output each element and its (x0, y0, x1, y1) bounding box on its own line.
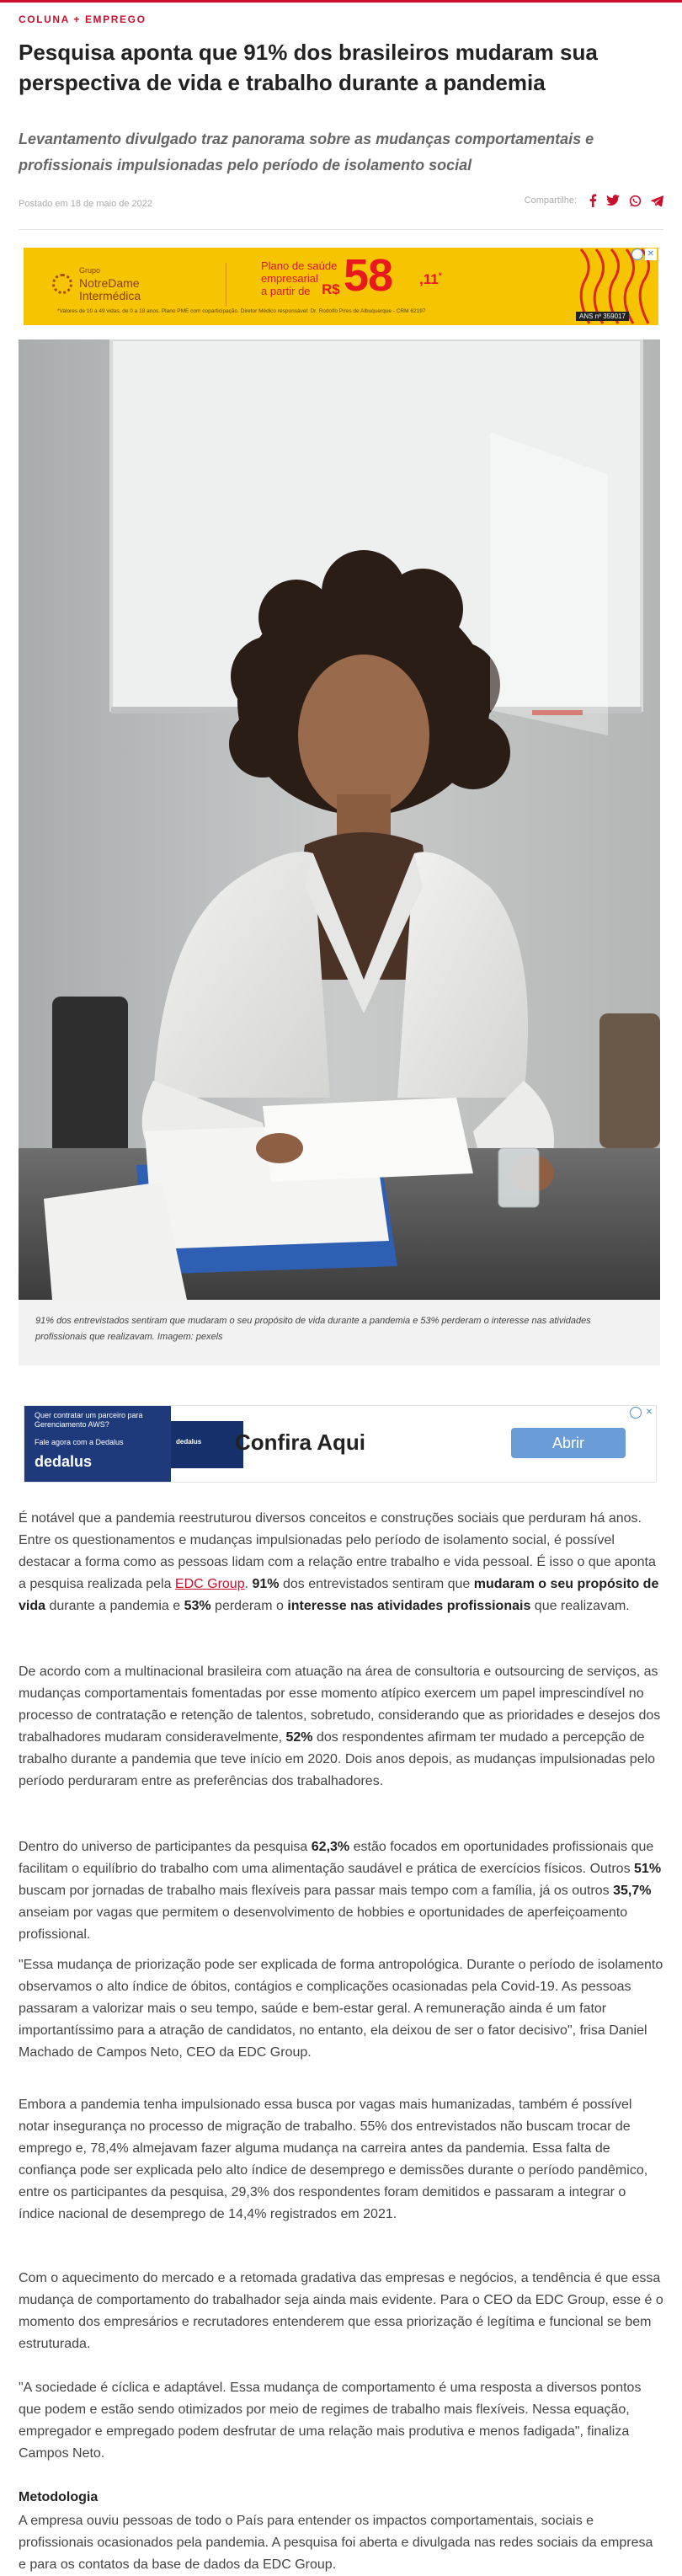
adchoices-icon[interactable] (631, 249, 643, 260)
top-accent-line (0, 0, 682, 3)
p1-text-3: dos entrevistados sentiram que (279, 1577, 474, 1591)
telegram-icon[interactable] (651, 195, 663, 206)
share-label: Compartilhe: (524, 195, 577, 206)
p1-text-2: . (244, 1577, 253, 1591)
body-paragraph-7: "A sociedade é cíclica e adaptável. Essa mudança de comportamento é uma resposta a diversos pontos que podem e estão sendo otimizados por meio de regimes de trabalho mais flexíveis. Nessa equação, empregador e empregado podem desfrutar de uma relação mais produtiva e menos fadigada", finaliza Campos Neto. (19, 2381, 642, 2461)
edc-group-link[interactable]: EDC Group (174, 1577, 245, 1591)
ad-dedalus-panel (24, 1406, 171, 1483)
body-paragraph-5: Embora a pandemia tenha impulsionado essa busca por vagas mais humanizadas, também é possível notar insegurança no processo de migração de trabalho. 55% dos entrevistados não buscam trocar de emprego e, 78,4% almejavam fazer alguma mudança na carreira antes da pandemia. Essa falta de confiança pode ser explicada pelo alto índice de desemprego e demissões durante o período pandêmico, entre os participantes da pesquisa, 29,3% dos respondentes foram demitidos e passaram a integrar o índice nacional de desemprego de 14,4% registrados em 2021. (19, 2098, 648, 2221)
ad-open-button[interactable]: Abrir (511, 1428, 626, 1458)
ad-offer-line3: a partir de (261, 285, 311, 297)
body-paragraph-8: A empresa ouviu pessoas de todo o País para entender os impactos comportamentais, sociais e profissionais ocasionados pela pandemia. A pesquisa foi aberta e divulgada nas redes sociais da empresa e para os contatos da base de dados da EDC Group. (19, 2514, 653, 2572)
p3-bold-3: 35,7% (613, 1884, 652, 1898)
share-bar (525, 194, 663, 207)
p3-bold-2: 51% (634, 1862, 662, 1876)
ad-offer-line1: Plano de saúde (261, 259, 338, 272)
ad-dedalus-thumb (171, 1421, 243, 1468)
p3-text-4: anseiam por vagas que permitem o desenvolvimento de hobbies e oportunidades de aperfeiçoamento profissional. (19, 1905, 628, 1942)
logo-name-line1: NotreDame (79, 276, 140, 290)
section-heading-methodology: Metodologia (19, 2490, 99, 2504)
ad-cta-title: Confira Aqui (235, 1430, 366, 1455)
header-divider (19, 229, 663, 230)
p1-bold-2: mudaram o seu propósito de vida (19, 1577, 659, 1613)
body-paragraph-4: "Essa mudança de priorização pode ser explicada de forma antropológica. Durante o período de isolamento observamos o alto índice de óbitos, contágios e complicações ocasionadas pela Covid-19. As pessoas passaram a valorizar mais o seu tempo, saúde e bem-estar geral. A remuneração ainda é um fator importantíssimo para a atração de candidatos, no entanto, ela deixou de ser o fator decisivo", frisa Daniel Machado de Campos Neto, CEO da EDC Group. (19, 1958, 663, 2060)
hero-illustration (19, 339, 660, 1300)
p2-text: De acordo com a multinacional brasileira com atuação na área de consultoria e outsourcing de serviços, as mudanças comportamentais fomentadas por esse momento atípico exercem um papel imprescindível no processo de contratação e retenção de talentos, sobretudo, considerando que as prioridades e desejos dos trabalhadores mudaram consideravelmente, (19, 1665, 661, 1745)
body-paragraph-1 (19, 1508, 663, 1617)
p1-text: É notável que a pandemia reestruturou diversos conceitos e construções sociais que perduram há anos. Entre os questionamentos e mudanças impulsionadas pelo período de isolamento social, é possível destacar a forma como as pessoas lidam com a relação entre trabalho e vida pessoal. É isso o que aponta a pesquisa realizada pela (19, 1511, 656, 1591)
logo-name-line2: Intermédica (79, 289, 141, 302)
notredame-logo-mark (52, 274, 72, 294)
p3-text: Dentro do universo de participantes da pesquisa (19, 1840, 312, 1854)
article-title: Pesquisa aponta que 91% dos brasileiros mudaram sua perspectiva de vida e trabalho durante a pandemia (19, 40, 598, 95)
article-category[interactable]: COLUNA + EMPREGO (19, 13, 147, 25)
ad-price: 58 (344, 250, 393, 301)
ad-dedalus-thumb-text: dedalus (176, 1438, 202, 1446)
p1-bold-3: 53% (184, 1599, 211, 1613)
p3-bold-1: 62,3% (311, 1840, 350, 1854)
ad-close-icon[interactable]: ✕ (645, 249, 657, 260)
hero-image (19, 339, 660, 1300)
ad-cents-value: ,11 (419, 271, 439, 287)
ad-dedalus-logo: dedalus (35, 1453, 93, 1470)
p1-bold-1: 91% (252, 1577, 280, 1591)
p2-bold-1: 52% (285, 1730, 313, 1745)
ad-dedalus-contact: Fale agora com a Dedalus (35, 1438, 124, 1446)
p1-text-4: durante a pandemia e (45, 1599, 184, 1613)
ad-cents-mark: * (438, 271, 442, 281)
twitter-icon[interactable] (606, 195, 620, 206)
ad-offer-line2: empresarial (261, 272, 318, 285)
ad-close-icon[interactable]: ✕ (643, 1407, 655, 1419)
whatsapp-icon[interactable] (629, 195, 642, 207)
ad-currency: R$ (322, 281, 340, 297)
p3-text-3: buscam por jornadas de trabalho mais flexíveis para passar mais tempo com a família, já os outros (19, 1884, 614, 1898)
body-paragraph-6: Com o aquecimento do mercado e a retomada gradativa das empresas e negócios, a tendência é que essa mudança de comportamento do trabalhador seja ainda mais evidente. Para o CEO da EDC Group, esse é o momento dos empresários e recrutadores entenderem que essa priorização é legítima e funcional se bem estruturada. (19, 2271, 663, 2351)
p2-text-2: dos respondentes afirmam ter mudado a percepção de trabalho durante a pandemia que teve início em 2020. Dois anos depois, as mudanças impulsionadas pelo período perduraram entre as preferências dos trabalhadores. (19, 1730, 656, 1788)
ad-dedalus-question: Quer contratar um parceiro para Gerenciamento AWS? (35, 1411, 143, 1429)
ad-price-cents (419, 271, 442, 288)
p3-text-2: estão focados em oportunidades profissionais que facilitam o equilíbrio do trabalho com uma alimentação saudável e prática de exercícios físicos. Outros (19, 1840, 654, 1876)
ad-fine-print: *Valores de 10 a 49 vidas, de 0 a 18 anos. Plano PME com coparticipação. Diretor Médico responsável: Dr. Rodolfo Pires de Albuquerque - CRM 62197 (57, 308, 426, 314)
body-paragraph-2 (19, 1661, 663, 1793)
ad-banner-dedalus[interactable] (24, 1405, 657, 1483)
logo-group-text: Grupo (79, 266, 101, 275)
body-paragraph-3 (19, 1836, 663, 1946)
ad-ans-number: ANS nº 359017 (576, 312, 629, 321)
ad-banner-notredame[interactable] (24, 248, 658, 325)
p1-text-6: que realizavam. (530, 1599, 630, 1613)
facebook-icon[interactable] (589, 194, 597, 207)
p1-bold-4: interesse nas atividades profissionais (287, 1599, 531, 1613)
notredame-logo (52, 265, 141, 302)
adchoices-icon[interactable] (630, 1407, 642, 1419)
p1-text-5: perderam o (210, 1599, 288, 1613)
article-subtitle: Levantamento divulgado traz panorama sobre as mudanças comportamentais e profissionais impulsionadas pelo período de isolamento social (19, 131, 594, 174)
hero-caption: 91% dos entrevistados sentiram que mudaram o seu propósito de vida durante a pandemia e 53% perderam o interesse nas atividades profissionais que realizavam. Imagem: pexels (19, 1300, 660, 1365)
post-date: Postado em 18 de maio de 2022 (19, 199, 153, 209)
